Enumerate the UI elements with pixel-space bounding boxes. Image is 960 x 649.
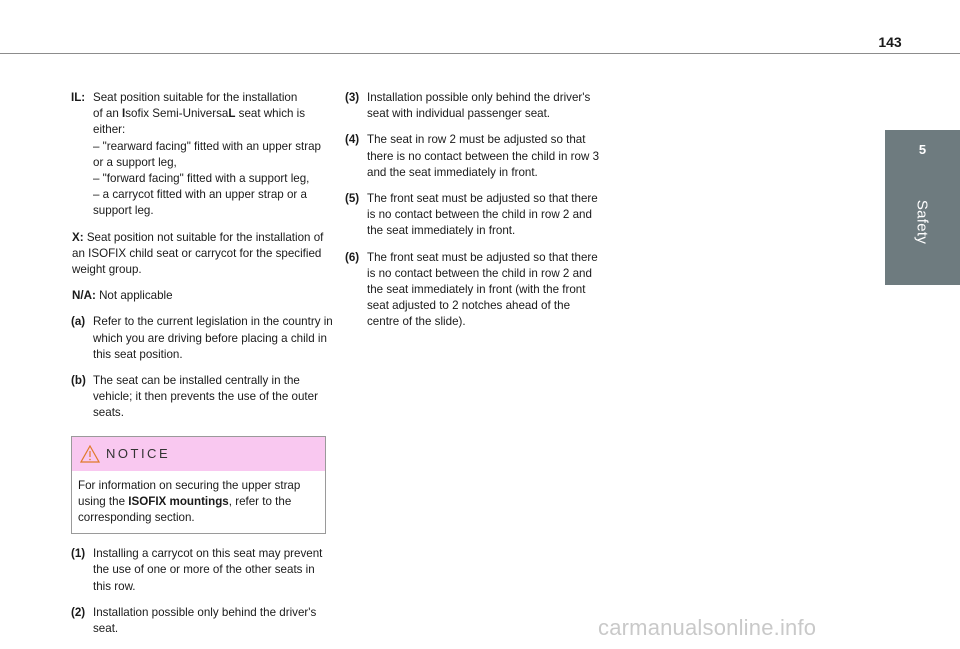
notice-box	[71, 436, 326, 535]
list-item: – "rearward facing" fitted with an upper strap or a support leg,	[93, 139, 321, 169]
note-text: The front seat must be adjusted so that there is no contact between the child in row 2 and the seat immediately in front.	[367, 192, 598, 238]
left-column	[71, 90, 333, 647]
note-tag: (4)	[345, 133, 360, 147]
legend-line: Seat position suitable for the installation	[93, 91, 298, 104]
legend-line: of an Isofix Semi-UniversaL seat which is	[93, 107, 306, 121]
chapter-number: 5	[918, 142, 927, 157]
page-number: 143	[878, 34, 902, 50]
notice-header	[72, 437, 325, 471]
legend-entry-x	[71, 230, 333, 279]
note-5	[345, 191, 605, 240]
legend-entry-na	[71, 288, 333, 304]
legend-tag: IL:	[71, 91, 86, 104]
note-tag: (2)	[71, 605, 86, 619]
warning-triangle-icon	[80, 445, 100, 463]
legend-tag: X:	[72, 230, 84, 244]
chapter-tab[interactable]	[885, 130, 960, 285]
note-text: The front seat must be adjusted so that there is no contact between the child in row 2 and the seat immediately in front (with the front seat adjusted to 2 notches ahead of the centre of the slide).	[367, 250, 598, 329]
right-column	[345, 90, 605, 341]
legend-tag: N/A:	[72, 289, 96, 303]
note-4	[345, 132, 605, 181]
legend-line: either:	[93, 123, 126, 137]
note-tag: (5)	[345, 192, 360, 206]
note-6	[345, 250, 605, 331]
note-2	[71, 605, 333, 637]
chapter-title: Safety	[913, 199, 931, 245]
note-text: Installation possible only behind the driver's seat.	[93, 605, 317, 636]
note-tag: (3)	[345, 91, 360, 104]
note-text: The seat in row 2 must be adjusted so that there is no contact between the child in row 3 and the seat immediately in front.	[367, 133, 600, 179]
list-item: – a carrycot fitted with an upper strap or a support leg.	[93, 188, 307, 218]
legend-text	[93, 90, 333, 220]
note-text: Installation possible only behind the driver's seat with individual passenger seat.	[367, 91, 591, 121]
notice-title: NOTICE	[106, 445, 171, 461]
note-tag: (1)	[71, 547, 86, 561]
list-item: – "forward facing" fitted with a support leg,	[93, 172, 310, 186]
note-text: Installing a carrycot on this seat may prevent the use of one or more of the other seats in this row.	[93, 547, 323, 593]
watermark: carmanualsonline.info	[598, 615, 817, 640]
legend-entry-il	[71, 90, 333, 220]
note-a	[71, 314, 333, 363]
header-divider	[0, 53, 960, 54]
note-tag: (b)	[71, 374, 86, 388]
note-1	[71, 546, 333, 595]
note-text: Refer to the current legislation in the country in which you are driving before placing a child in this seat position.	[93, 315, 333, 361]
note-b	[71, 373, 333, 422]
note-text: The seat can be installed centrally in the vehicle; it then prevents the use of the outer seats.	[93, 374, 318, 420]
note-tag: (a)	[71, 315, 86, 329]
note-3	[345, 90, 605, 122]
legend-text: Seat position not suitable for the installation of an ISOFIX child seat or carrycot for the specified weight group.	[72, 230, 324, 277]
legend-text: Not applicable	[99, 289, 173, 303]
note-tag: (6)	[345, 250, 360, 264]
notice-text: For information on securing the upper strap using the ISOFIX mountings, refer to the corresponding section.	[78, 478, 301, 525]
isofix-mountings-reference: ISOFIX mountings	[128, 494, 229, 508]
